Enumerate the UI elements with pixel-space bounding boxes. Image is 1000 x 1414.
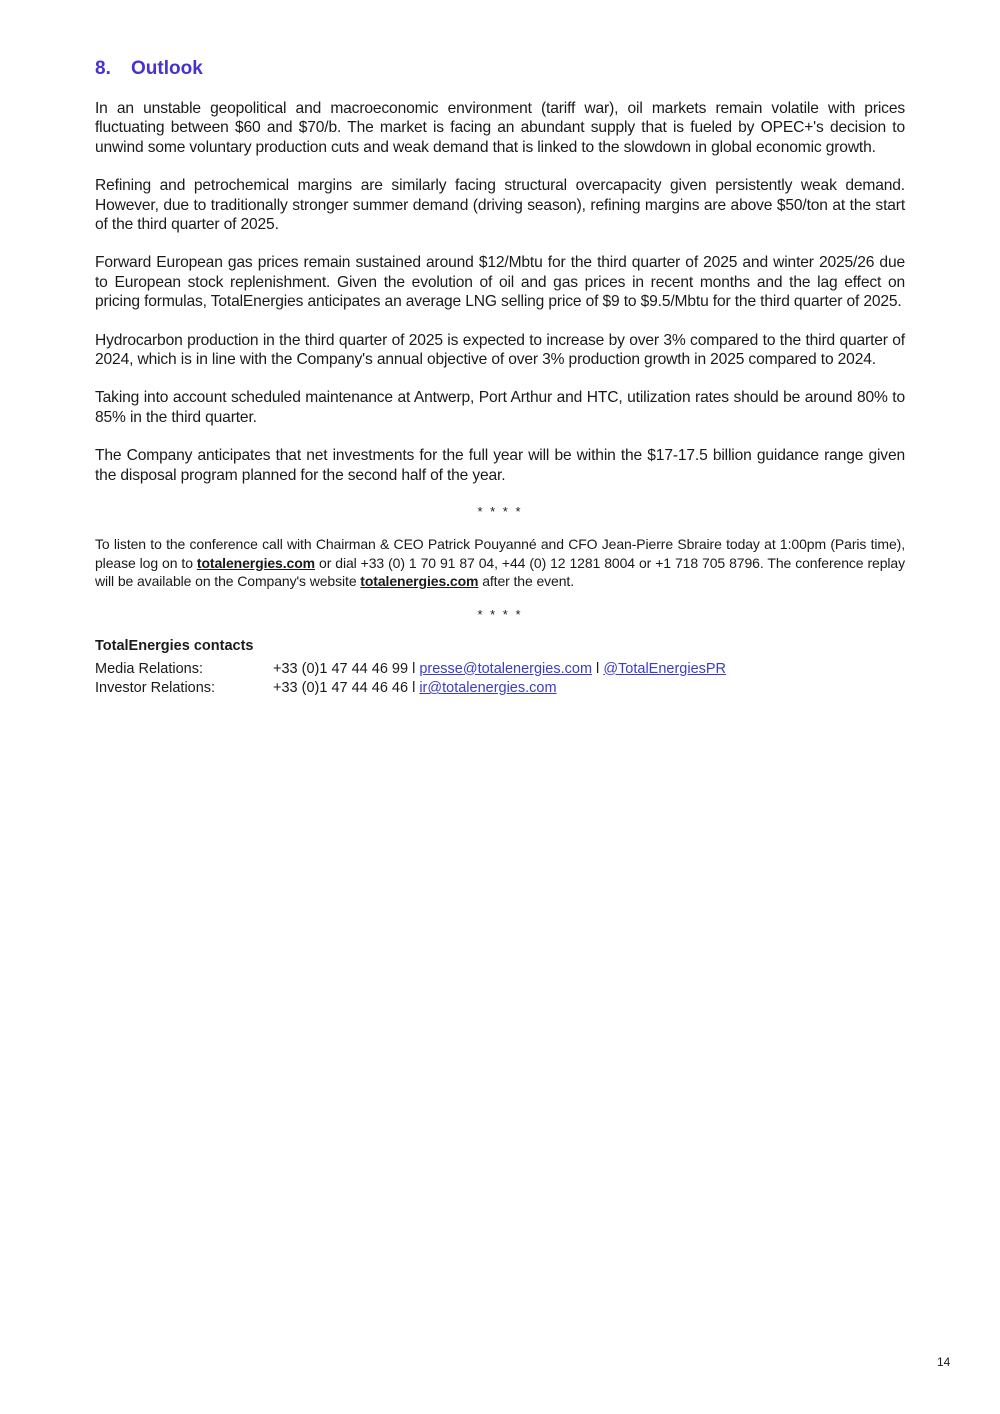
section-number: 8.	[95, 58, 111, 79]
conference-call-paragraph	[95, 535, 905, 591]
paragraph-gas-prices: Forward European gas prices remain sustained around $12/Mbtu for the third quarter of 2025 and winter 2025/26 due to European stock replenishment. Given the evolution of oil and gas prices in recent months and the lag effect on pricing formulas, TotalEnergies anticipates an average LNG selling price of $9 to $9.5/Mbtu for the third quarter of 2025.	[95, 254, 905, 311]
investor-relations-details	[273, 679, 557, 699]
page-content	[95, 58, 905, 699]
investor-relations-row	[95, 679, 905, 699]
paragraph-investments: The Company anticipates that net investments for the full year will be within the $17-17.5 billion guidance range given the disposal program planned for the second half of the year.	[95, 447, 905, 484]
paragraph-oil-markets: In an unstable geopolitical and macroeconomic environment (tariff war), oil markets remain volatile with prices fluctuating between $60 and $70/b. The market is facing an abundant supply that is fueled by OPEC+'s decision to unwind some voluntary production cuts and weak demand that is linked to the slowdown in global economic growth.	[95, 100, 905, 156]
media-relations-label: Media Relations:	[95, 660, 203, 677]
investor-phone: +33 (0)1 47 44 46 46 l	[273, 680, 420, 697]
paragraph-production: Hydrocarbon production in the third quarter of 2025 is expected to increase by over 3% compared to the third quarter of 2024, which is in line with the Company's annual objective of over 3% production growth in 2025 compared to 2024.	[95, 331, 905, 369]
media-phone: +33 (0)1 47 44 46 99 l	[273, 660, 420, 677]
media-twitter-link[interactable]: @TotalEnergiesPR	[603, 660, 727, 677]
website-link-2[interactable]: totalenergies.com	[360, 573, 479, 590]
paragraph-utilization: Taking into account scheduled maintenance at Antwerp, Port Arthur and HTC, utilization rates should be around 80% to 85% in the third quarter.	[95, 389, 905, 426]
contacts-title: TotalEnergies contacts	[95, 637, 254, 654]
section-heading	[95, 58, 905, 80]
media-separator: l	[592, 660, 604, 677]
media-relations-details	[273, 660, 726, 680]
conference-text-3: after the event.	[478, 573, 575, 590]
separator-1: * * * *	[477, 504, 523, 520]
separator-2: * * * *	[477, 606, 523, 622]
conference-text-1: To listen to the conference call with Chairman & CEO Patrick Pouyanné and CFO Jean-Pierre Sbraire today at 1:00pm (Paris time), please log on to	[95, 536, 905, 571]
paragraph-refining: Refining and petrochemical margins are similarly facing structural overcapacity given persistently weak demand. However, due to traditionally stronger summer demand (driving season), refining margins are above $50/ton at the start of the third quarter of 2025.	[95, 177, 905, 234]
investor-email-link[interactable]: ir@totalenergies.com	[419, 680, 557, 697]
investor-relations-label: Investor Relations:	[95, 680, 216, 697]
conference-text-2: or dial +33 (0) 1 70 91 87 04, +44 (0) 12 1281 8004 or +1 718 705 8796. The conference replay will be available on the Company's website	[95, 554, 906, 590]
section-title: Outlook	[131, 58, 203, 79]
page-number: 14	[937, 1355, 951, 1369]
media-email-link[interactable]: presse@totalenergies.com	[419, 660, 593, 677]
website-link-1[interactable]: totalenergies.com	[196, 554, 316, 571]
media-relations-row	[95, 660, 905, 680]
